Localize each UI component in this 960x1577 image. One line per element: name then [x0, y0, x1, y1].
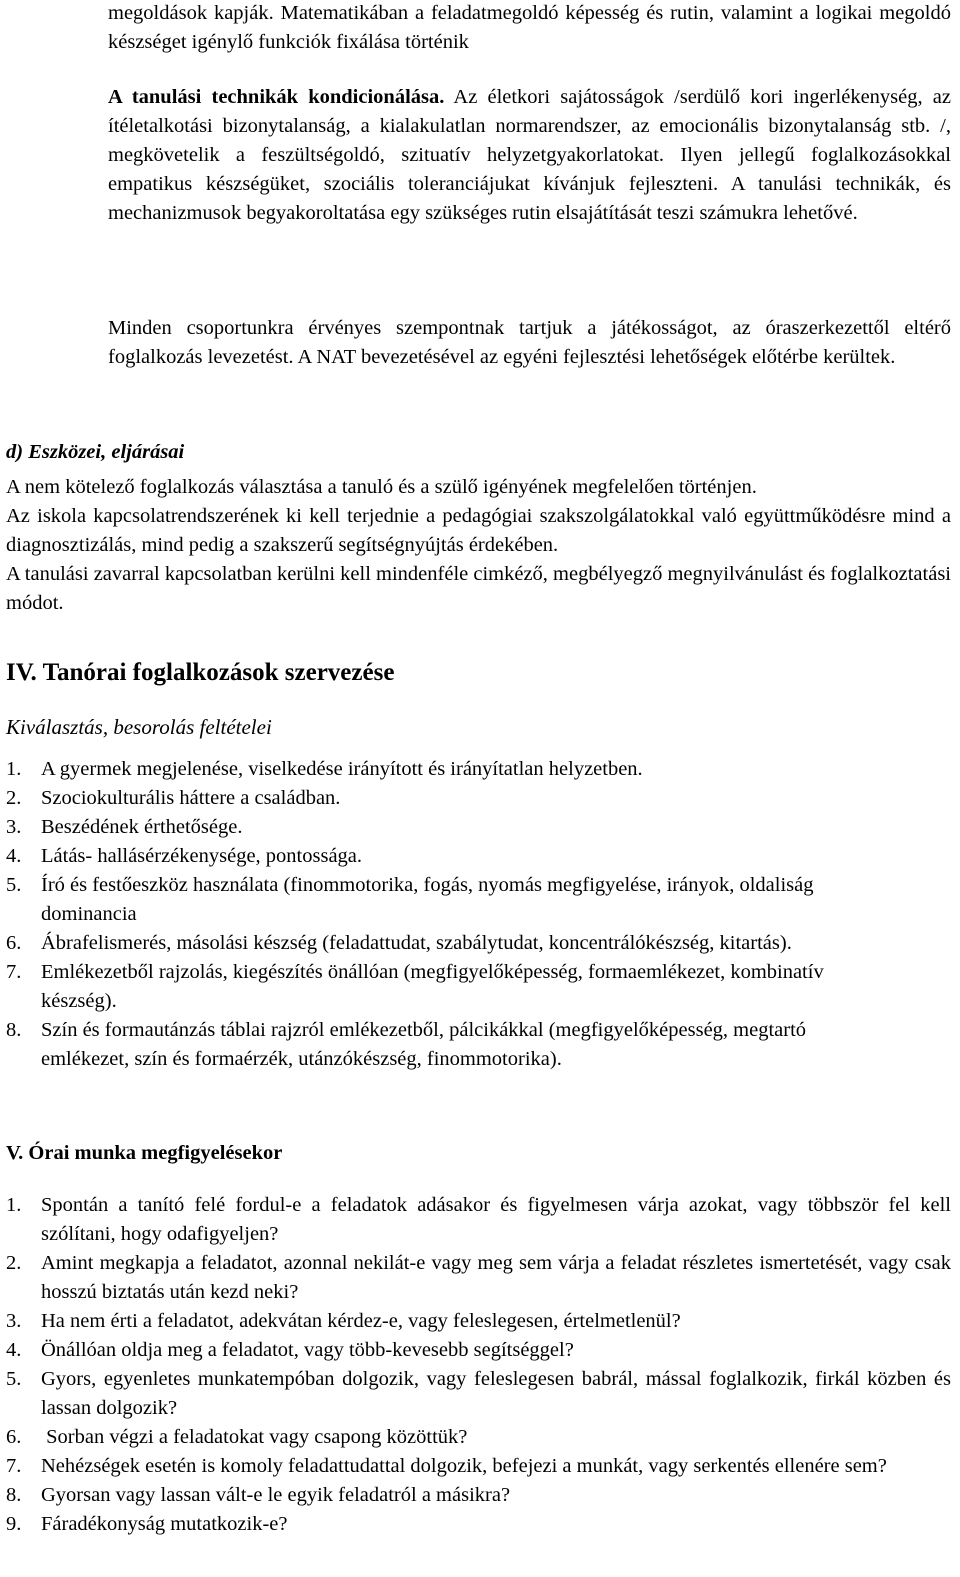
- section-v-heading: V. Órai munka megfigyelésekor: [6, 1142, 283, 1164]
- list-item: 7. Emlékezetből rajzolás, kiegészítés önállóan (megfigyelőképesség, formaemlékezet, kombinatív készség).: [6, 961, 824, 1012]
- list-item: 2. Szociokulturális háttere a családban.: [6, 787, 341, 809]
- list-item: 8. Szín és formautánzás táblai rajzról emlékezetből, pálcikákkal (megfigyelőképesség, megtartó emlékezet, szín és formaérzék, utánzókészség, finommotorika).: [6, 1019, 807, 1070]
- list-item: 5. Író és festőeszköz használata (finommotorika, fogás, nyomás megfigyelése, irányok, oldaliság dominancia: [6, 874, 814, 925]
- list-item: 5. Gyors, egyenletes munkatempóban dolgozik, vagy feleslegesen babrál, mással foglalkozik, firkál közben és lassan dolgozik?: [6, 1368, 951, 1419]
- section-d-paragraph-1: A nem kötelező foglalkozás választása a tanuló és a szülő igényének megfelelően történjen.: [6, 476, 757, 498]
- list-item: 4. Önállóan oldja meg a feladatot, vagy több-kevesebb segítséggel?: [6, 1339, 574, 1361]
- list-item: 2. Amint megkapja a feladatot, azonnal nekilát-e vagy meg sem várja a feladat részletes ismertetését, vagy csak hosszú biztatás után kezd neki?: [6, 1252, 951, 1303]
- list-item: 9. Fáradékonyság mutatkozik-e?: [6, 1513, 288, 1535]
- list-item: 6. Sorban végzi a feladatokat vagy csapong közöttük?: [6, 1426, 468, 1448]
- section-d-body: [6, 473, 951, 618]
- top-paragraph: megoldások kapják. Matematikában a feladatmegoldó képesség és rutin, valamint a logikai megoldó készséget igénylő funkciók fixálása történik: [108, 2, 951, 53]
- list-item: 4. Látás- hallásérzékenysége, pontossága.: [6, 845, 363, 867]
- list-item: 8. Gyorsan vagy lassan vált-e le egyik feladatról a másikra?: [6, 1484, 511, 1506]
- section-d-heading: d) Eszközei, eljárásai: [6, 441, 185, 463]
- techniques-body: Az életkori sajátosságok /serdülő kori ingerlékenység, az ítéletalkotási bizonytalanság, a kialakulatlan normarendszer, az emocionális bizonytalanság stb. /, megkövetelik a feszültségoldó, szituatív helyzetgyakorlatokat. Ilyen jellegű foglalkozásokkal empatikus készségüket, szociális toleranciájukat kívánjuk fejleszteni. A tanulási technikák, és mechanizmusok begyakoroltatása egy szükséges rutin elsajátítását teszi számukra lehetővé.: [108, 86, 951, 224]
- techniques-paragraph: [108, 83, 951, 228]
- section-iv-heading: IV. Tanórai foglalkozások szervezése: [6, 659, 395, 686]
- groups-paragraph: Minden csoportunkra érvényes szempontnak tartjuk a játékosságot, az óraszerkezettől eltérő foglalkozás levezetést. A NAT bevezetésével az egyéni fejlesztési lehetőségek előtérbe kerültek.: [108, 317, 951, 368]
- techniques-lead: A tanulási technikák kondicionálása.: [108, 86, 445, 108]
- list-item: 6. Ábrafelismerés, másolási készség (feladattudat, szabálytudat, koncentrálókészség, kitartás).: [6, 932, 792, 954]
- observation-list: [6, 1191, 951, 1539]
- list-item: 3. Beszédének érthetősége.: [6, 816, 243, 838]
- section-d-paragraph-3: A tanulási zavarral kapcsolatban kerülni kell mindenféle cimkéző, megbélyegző megnyilvánulást és foglalkoztatási módot.: [6, 563, 951, 614]
- list-item: 3. Ha nem érti a feladatot, adekvátan kérdez-e, vagy feleslegesen, értelmetlenül?: [6, 1310, 681, 1332]
- list-item: 1. A gyermek megjelenése, viselkedése irányított és irányítatlan helyzetben.: [6, 758, 643, 780]
- selection-criteria-list: [6, 755, 951, 1074]
- list-item: 7. Nehézségek esetén is komoly feladattudattal dolgozik, befejezi a munkát, vagy serkentés ellenére sem?: [6, 1455, 887, 1477]
- section-d-paragraph-2: Az iskola kapcsolatrendszerének ki kell terjednie a pedagógiai szakszolgálatokkal való együttműködésre mind a diagnosztizálás, mind pedig a szakszerű segítségnyújtás érdekében.: [6, 505, 951, 556]
- section-iv-subheading: Kiválasztás, besorolás feltételei: [6, 715, 272, 739]
- list-item: 1. Spontán a tanító felé fordul-e a feladatok adásakor és figyelmesen várja azokat, vagy többször fel kell szólítani, hogy odafigyeljen?: [6, 1194, 951, 1245]
